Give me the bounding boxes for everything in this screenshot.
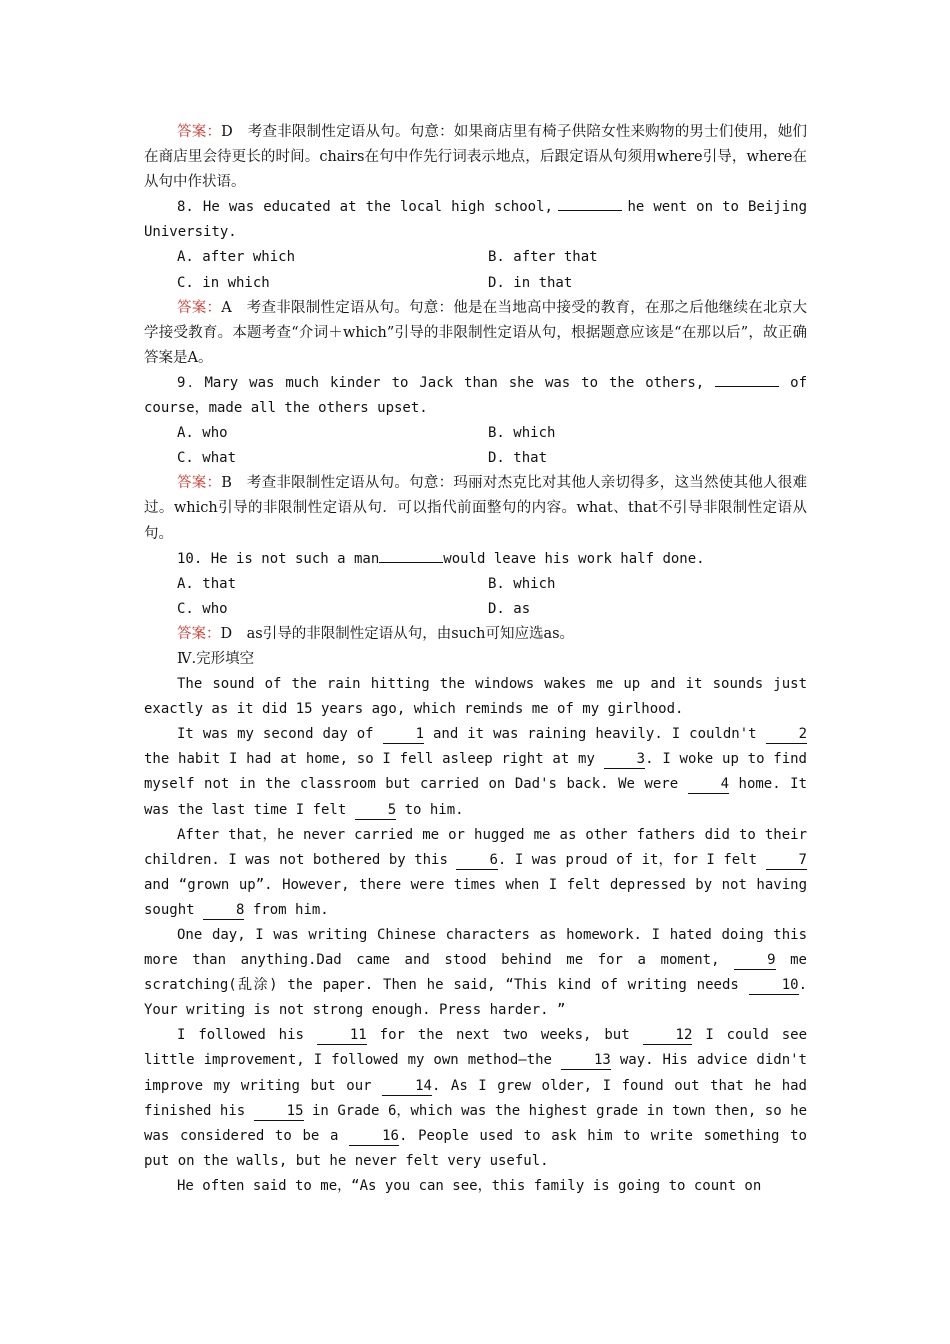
cloze-text: I could see little improvement, I followed my own method—the: [144, 1027, 807, 1069]
cloze-text: me scratching(乱涂) the paper. Then he said, “This kind of writing needs: [144, 952, 807, 994]
q9-answer: [144, 471, 807, 546]
answer-label: 答案：: [177, 299, 222, 316]
cloze-text: for the next two weeks, but: [366, 1027, 643, 1044]
section-title: Ⅳ.完形填空: [177, 650, 255, 667]
cloze-text: home. It was the last time I felt: [144, 776, 808, 818]
cloze-blank[interactable]: 11: [317, 1026, 367, 1045]
q9-stem: 9．Mary was much kinder to Jack than she was to the others, of course，made all the others upset.: [144, 374, 807, 417]
cloze-blank[interactable]: 12: [643, 1026, 693, 1045]
answer-label: 答案：: [177, 475, 222, 492]
cloze-text: and it was raining heavily. I couldn't: [424, 726, 766, 743]
q9-options-row-2: [144, 446, 807, 471]
cloze-blank[interactable]: 4: [688, 775, 729, 794]
option-d[interactable]: D. that: [488, 450, 548, 467]
cloze-text: It was my second day of: [177, 726, 383, 743]
cloze-paragraph-6: He often said to me，“As you can see，this family is going to count on: [177, 1177, 762, 1194]
q10-options-row-2: [144, 597, 807, 622]
cloze-text: the habit I had at home, so I fell asleep right at my: [144, 751, 604, 768]
cloze-paragraph-2: [144, 722, 807, 822]
cloze-blank[interactable]: 8: [203, 901, 244, 920]
answer-text: B 考查非限制性定语从句。句意：玛丽对杰克比对其他人亲切得多，这当然使其他人很难过。which引导的非限制性定语从句．可以指代前面整句的内容。what、that不引导非限制性定语从句。: [144, 475, 808, 542]
cloze-text: from him.: [244, 901, 329, 918]
answer-text: A 考查非限制性定语从句。句意：他是在当地高中接受的教育，在那之后他继续在北京大学接受教育。本题考查“介词＋which”引导的非限制性定语从句，根据题意应该是“在那以后”，故正确答案是A。: [144, 299, 808, 366]
cloze-blank[interactable]: 13: [561, 1051, 611, 1070]
answer-text: D as引导的非限制性定语从句，由such可知应选as。: [220, 625, 575, 642]
option-c[interactable]: C. what: [177, 450, 237, 467]
cloze-text: After that，he never carried me or hugged me as other fathers did to their children. I was not bothered by this: [144, 826, 807, 868]
cloze-text: and “grown up”. However, there were times when I felt depressed by not having sought: [144, 876, 807, 918]
q7-answer: [144, 120, 807, 195]
cloze-blank[interactable]: 1: [383, 725, 424, 744]
cloze-paragraph-1: The sound of the rain hitting the windows wakes me up and it sounds just exactly as it did 15 years ago, which reminds me of my girlhood.: [144, 676, 807, 718]
cloze-blank[interactable]: 2: [766, 725, 807, 744]
cloze-blank[interactable]: 5: [355, 801, 396, 820]
option-b[interactable]: B. after that: [488, 249, 598, 266]
q10-options-row-1: [144, 572, 807, 597]
option-a[interactable]: A. that: [177, 575, 237, 592]
option-b[interactable]: B. which: [488, 575, 556, 592]
cloze-blank[interactable]: 7: [766, 851, 807, 870]
option-a[interactable]: A. after which: [177, 249, 296, 266]
cloze-text: way. His advice didn't improve my writing but our: [144, 1052, 807, 1094]
cloze-text: . Your writing is not strong enough. Press harder. ”: [144, 977, 807, 1019]
answer-label: 答案：: [177, 124, 222, 140]
q10-answer: [144, 622, 807, 647]
document-page: [144, 120, 807, 1199]
cloze-blank[interactable]: 14: [382, 1077, 432, 1096]
option-c[interactable]: C. in which: [177, 274, 270, 291]
cloze-blank[interactable]: 9: [734, 951, 775, 970]
cloze-text: One day, I was writing Chinese characters as homework. I hated doing this more than anything.Dad came and stood behind me for a moment,: [144, 927, 807, 969]
q8-options-row-2: [144, 271, 807, 296]
cloze-paragraph-5: [144, 1023, 807, 1174]
cloze-blank[interactable]: 3: [604, 750, 645, 769]
option-b[interactable]: B. which: [488, 425, 556, 442]
cloze-paragraph-3: [144, 823, 807, 923]
cloze-text: . I woke up to find myself not in the classroom but carried on Dad's back. We were: [144, 751, 807, 793]
answer-label: 答案：: [177, 625, 221, 642]
answer-blank[interactable]: [558, 210, 622, 211]
cloze-text: I followed his: [177, 1027, 317, 1044]
option-d[interactable]: D. as: [488, 600, 531, 617]
q8-stem: 8. He was educated at the local high school, he went on to Beijing University.: [144, 199, 807, 241]
cloze-text: . As I grew older, I found out that he had finished his: [144, 1077, 807, 1119]
q8-answer: [144, 296, 807, 371]
cloze-text: in Grade 6，which was the highest grade in town then, so he was considered to be a: [144, 1102, 807, 1144]
cloze-blank[interactable]: 6: [456, 851, 497, 870]
option-c[interactable]: C. who: [177, 600, 228, 617]
q10-stem: 10. He is not such a man would leave his work half done.: [177, 550, 705, 567]
option-a[interactable]: A. who: [177, 425, 228, 442]
cloze-blank[interactable]: 15: [254, 1102, 304, 1121]
answer-blank[interactable]: [715, 386, 779, 387]
cloze-blank[interactable]: 10: [749, 976, 799, 995]
cloze-text: . I was proud of it，for I felt: [497, 851, 766, 868]
cloze-text: . People used to ask him to write something to put on the walls, but he never felt very useful.: [144, 1127, 807, 1169]
answer-blank[interactable]: [379, 562, 443, 563]
q8-options-row-1: [144, 245, 807, 270]
answer-text: D 考查非限制性定语从句。句意：如果商店里有椅子供陪女性来购物的男士们使用，她们在商店里会待更长的时间。chairs在句中作先行词表示地点，后跟定语从句须用where引导，where在从句中作状语。: [144, 124, 807, 191]
cloze-blank[interactable]: 16: [349, 1127, 399, 1146]
cloze-text: to him.: [396, 801, 464, 818]
cloze-paragraph-4: [144, 923, 807, 1023]
q9-options-row-1: [144, 421, 807, 446]
option-d[interactable]: D. in that: [488, 274, 573, 291]
